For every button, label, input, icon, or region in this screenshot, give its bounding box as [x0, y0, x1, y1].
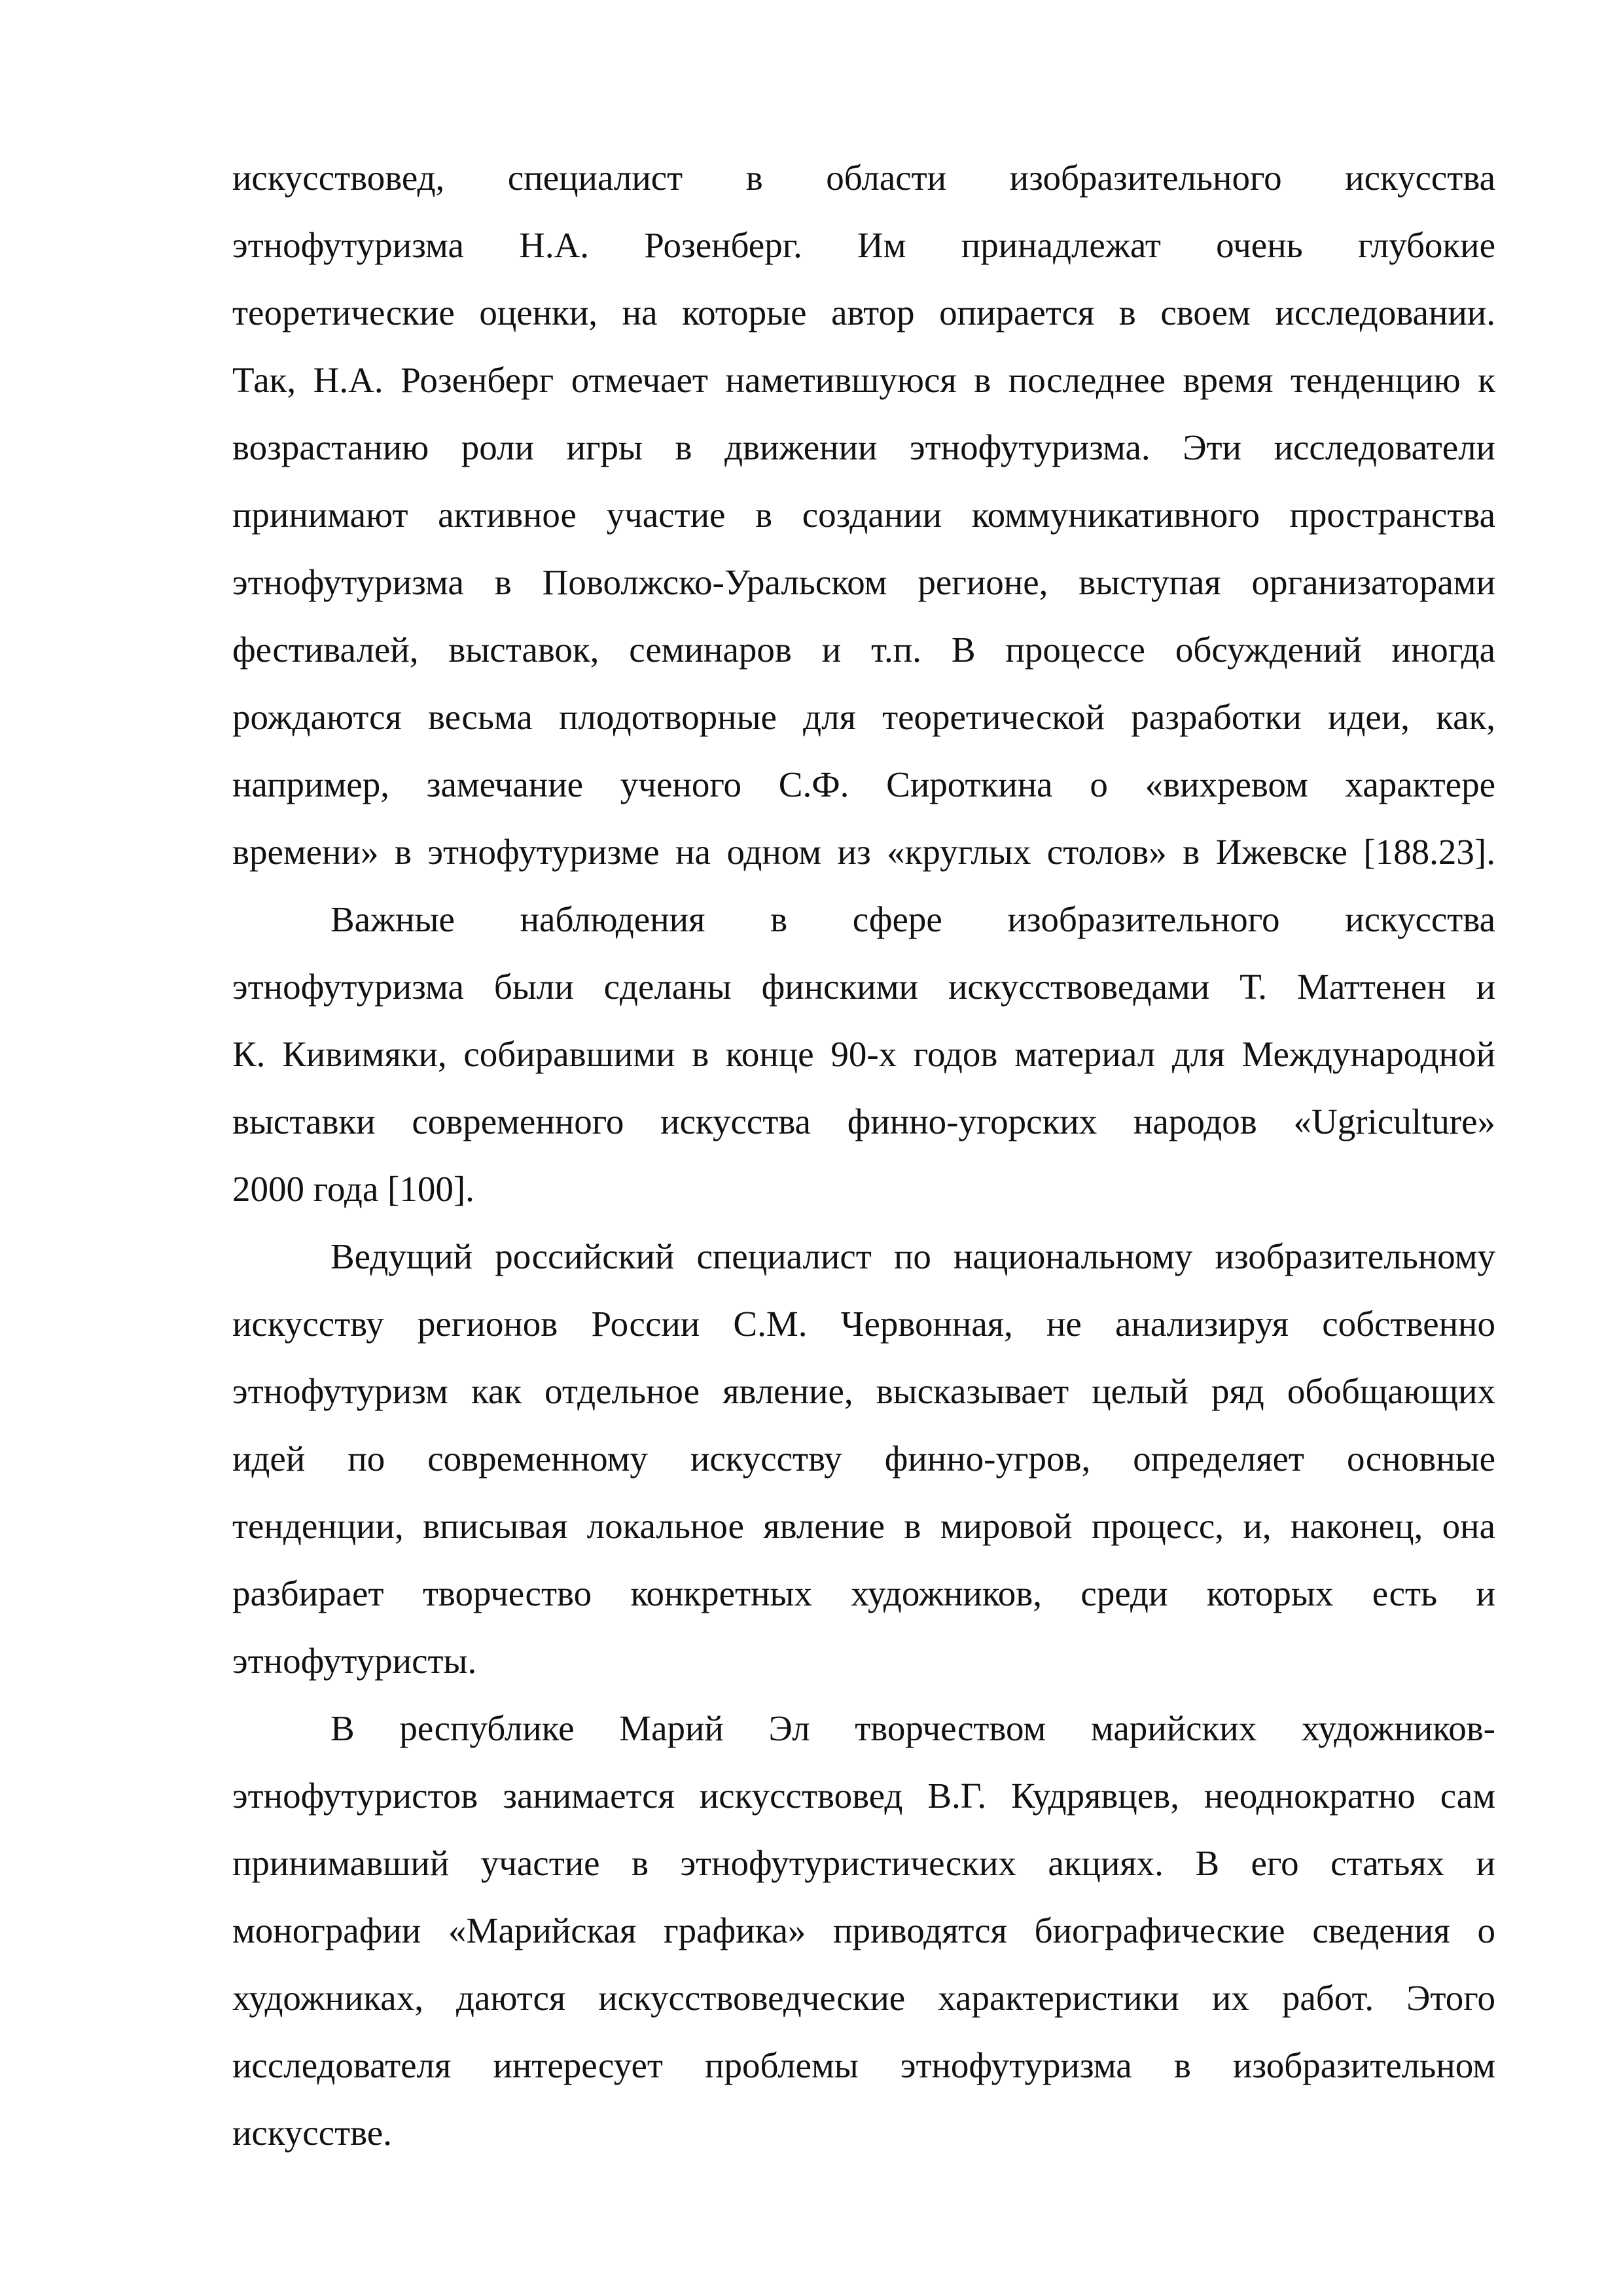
text-line: этнофутуризма Н.А. Розенберг. Им принадлежат очень глубокие [232, 225, 1495, 265]
text-line: этнофутуристы. [232, 1641, 477, 1681]
text-line: К. Кивимяки, собиравшими в конце 90-х годов материал для Международной [232, 1034, 1495, 1074]
text-line: этнофутуристов занимается искусствовед В.Г. Кудрявцев, неоднократно сам [232, 1776, 1495, 1816]
text-line: 2000 года [100]. [232, 1169, 474, 1209]
text-line: тенденции, вписывая локальное явление в мировой процесс, и, наконец, она [232, 1506, 1495, 1546]
text-line: монографии «Марийская графика» приводятся биографические сведения о [232, 1910, 1495, 1950]
text-line: идей по современному искусству финно-угров, определяет основные [232, 1439, 1495, 1479]
text-line: искусству регионов России С.М. Червонная, не анализируя собственно [232, 1304, 1495, 1344]
text-line: теоретические оценки, на которые автор опирается в своем исследовании. [232, 293, 1495, 332]
text-line: разбирает творчество конкретных художников, среди которых есть и [232, 1573, 1495, 1613]
text-line: Ведущий российский специалист по национальному изобразительному [330, 1236, 1495, 1276]
text-line: возрастанию роли игры в движении этнофутуризма. Эти исследователи [232, 427, 1495, 467]
text-line: этнофутуризма были сделаны финскими искусствоведами Т. Маттенен и [232, 967, 1495, 1007]
paragraph-1 [232, 152, 1495, 893]
paragraph-2 [232, 893, 1495, 1230]
text-line: этнофутуризм как отдельное явление, высказывает целый ряд обобщающих [232, 1371, 1495, 1411]
text-line: принимают активное участие в создании коммуникативного пространства [232, 495, 1495, 535]
text-line: художниках, даются искусствоведческие характеристики их работ. Этого [232, 1978, 1495, 2018]
text-line: принимавший участие в этнофутуристических акциях. В его статьях и [232, 1843, 1495, 1883]
text-line: Так, Н.А. Розенберг отмечает наметившуюся в последнее время тенденцию к [232, 360, 1495, 400]
text-line: искусстве. [232, 2113, 392, 2153]
text-line: фестивалей, выставок, семинаров и т.п. В процессе обсуждений иногда [232, 630, 1495, 670]
paragraph-4 [232, 1702, 1495, 2174]
text-line: этнофутуризма в Поволжско-Уральском регионе, выступая организаторами [232, 562, 1495, 602]
text-line: В республике Марий Эл творчеством марийских художников- [330, 1708, 1495, 1748]
text-line: выставки современного искусства финно-угорских народов «Ugriculture» [232, 1102, 1495, 1141]
text-line: например, замечание ученого С.Ф. Сироткина о «вихревом характере [232, 764, 1495, 804]
text-line: Важные наблюдения в сфере изобразительного искусства [330, 899, 1495, 939]
text-line: исследователя интересует проблемы этнофутуризма в изобразительном [232, 2045, 1495, 2085]
body-text [232, 152, 1495, 2174]
text-line: рождаются весьма плодотворные для теоретической разработки идеи, как, [232, 697, 1495, 737]
text-line: времени» в этнофутуризме на одном из «круглых столов» в Ижевске [188.23]. [232, 832, 1495, 872]
paragraph-3 [232, 1230, 1495, 1702]
text-line: искусствовед, специалист в области изобразительного искусства [232, 158, 1495, 198]
